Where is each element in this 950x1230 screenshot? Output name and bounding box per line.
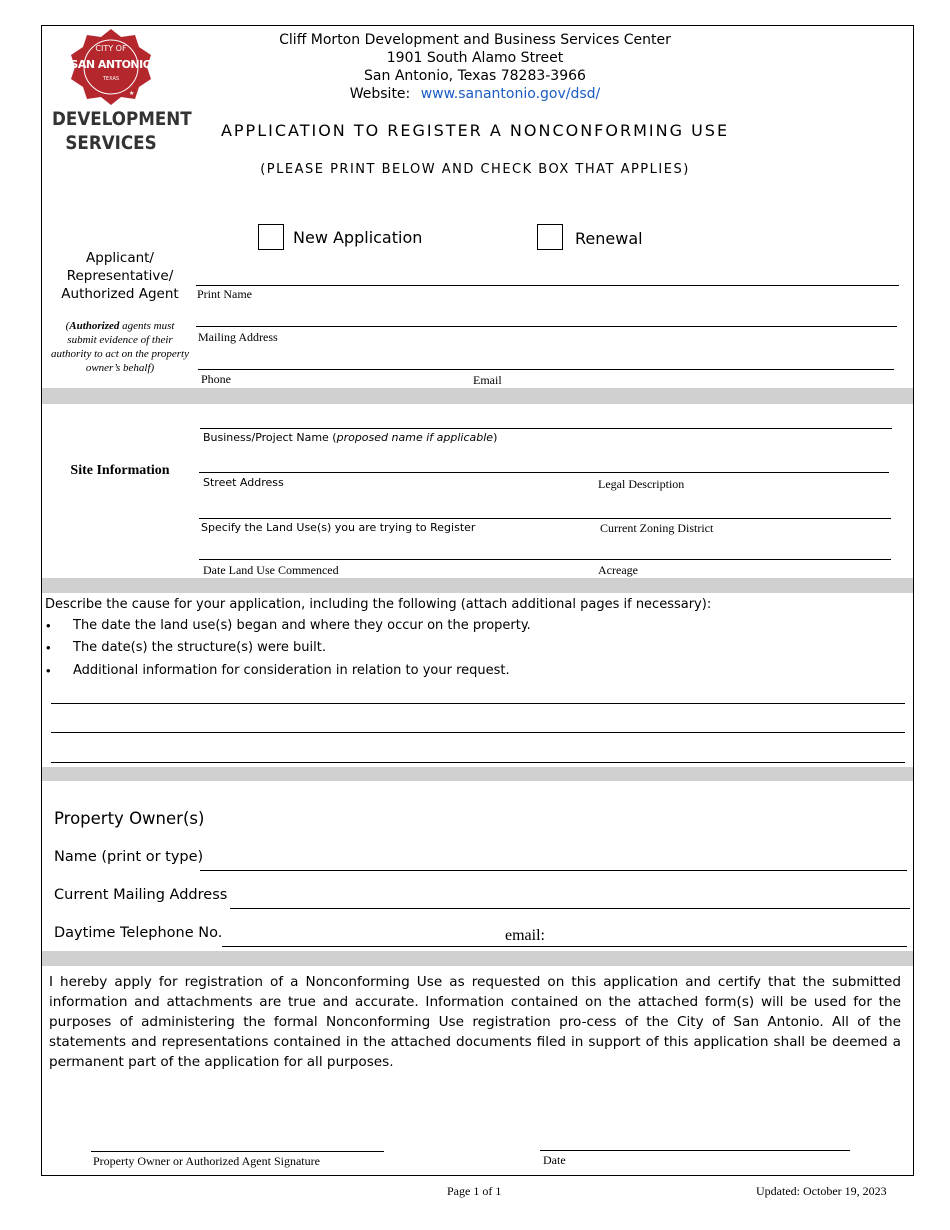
street-legal-line: [199, 472, 889, 473]
applicant-label-line3: Authorized Agent: [61, 286, 179, 302]
dept-name-line2: SERVICES: [65, 132, 157, 154]
date-label: Date: [543, 1153, 566, 1167]
describe-line-2[interactable]: [51, 732, 905, 733]
bullet-2-text: The date(s) the structure(s) were built.: [73, 640, 326, 655]
owner-name-label: Name (print or type): [54, 849, 204, 865]
business-name-line: [200, 428, 892, 429]
section-divider-4: [42, 951, 913, 966]
land-use-line: [199, 518, 891, 519]
seal-top-text: CITY OF: [95, 44, 127, 53]
note-bold-word: Authorized: [69, 320, 120, 332]
print-name-line: [196, 285, 899, 286]
applicant-label-line2: Representative/: [66, 268, 174, 284]
phone-label: Phone: [201, 372, 231, 386]
phone-field[interactable]: [198, 346, 468, 368]
zoning-label: Current Zoning District: [600, 521, 714, 535]
renewal-label: Renewal: [575, 229, 643, 248]
note-open-paren: (: [65, 320, 70, 332]
legal-description-field[interactable]: [594, 449, 889, 471]
business-name-field[interactable]: [200, 405, 892, 427]
street-address-field[interactable]: [199, 449, 589, 471]
land-use-field[interactable]: [199, 495, 589, 517]
print-name-field[interactable]: [196, 262, 899, 284]
property-owner-heading: Property Owner(s): [54, 809, 205, 828]
signature-line: [91, 1151, 384, 1152]
describe-line-1[interactable]: [51, 703, 905, 704]
land-use-label: Specify the Land Use(s) you are trying to Register: [201, 521, 476, 534]
legal-description-label: Legal Description: [598, 477, 685, 491]
seal-bottom-text: TEXAS: [102, 76, 120, 82]
page-number: Page 1 of 1: [447, 1184, 502, 1198]
acreage-label: Acreage: [598, 563, 638, 577]
bullet-2-marker: •: [46, 640, 51, 655]
seal-main-text: SAN ANTONIO: [70, 58, 152, 71]
svg-text:★: ★: [129, 90, 135, 97]
section-divider-3: [42, 767, 913, 781]
bullet-1-text: The date the land use(s) began and where they occur on the property.: [73, 618, 531, 633]
website-label: Website:: [349, 86, 411, 102]
mailing-address-field[interactable]: [196, 303, 897, 325]
renewal-checkbox[interactable]: [537, 224, 563, 250]
owner-phone-field[interactable]: [222, 924, 500, 945]
note-rest: agents must submit evidence of their authority to act on the property owner’s behalf): [51, 320, 189, 374]
site-information-label: Site Information: [70, 463, 170, 478]
owner-email-label: email:: [505, 927, 545, 944]
owner-mailing-field[interactable]: [230, 886, 910, 907]
business-name-label: [203, 431, 497, 444]
describe-intro: Describe the cause for your application, including the following (attach additional pages if necessary):: [45, 597, 712, 612]
owner-name-line: [200, 870, 907, 871]
city-seal-logo: [69, 27, 153, 107]
owner-mailing-line: [230, 908, 910, 909]
date-commenced-field[interactable]: [199, 536, 589, 558]
mailing-address-label: Mailing Address: [198, 330, 278, 344]
business-name-text: Business/Project Name (: [203, 431, 337, 444]
bullet-3-text: Additional information for consideration in relation to your request.: [73, 663, 510, 678]
acreage-field[interactable]: [594, 536, 891, 558]
updated-date: Updated: October 19, 2023: [756, 1184, 887, 1198]
phone-email-line: [198, 369, 894, 370]
applicant-label-line1: Applicant/: [86, 250, 154, 266]
new-application-checkbox[interactable]: [258, 224, 284, 250]
owner-phone-label: Daytime Telephone No.: [54, 925, 223, 941]
date-commenced-label: Date Land Use Commenced: [203, 563, 339, 577]
business-name-italic: proposed name if applicable: [336, 431, 494, 444]
date-line: [540, 1150, 850, 1151]
bullet-3-marker: •: [46, 663, 51, 678]
email-label: Email: [473, 373, 502, 387]
authorized-agent-note: [50, 319, 190, 375]
section-divider-2: [42, 578, 913, 593]
website-line: [230, 85, 720, 103]
form-title: APPLICATION TO REGISTER A NONCONFORMING USE: [220, 121, 730, 140]
date-field[interactable]: [540, 1120, 850, 1149]
business-name-close: ): [493, 431, 498, 444]
describe-line-3[interactable]: [51, 762, 905, 763]
website-link[interactable]: www.sanantonio.gov/dsd/: [420, 86, 601, 102]
email-field[interactable]: [470, 346, 894, 368]
signature-label: Property Owner or Authorized Agent Signature: [93, 1154, 320, 1168]
new-application-label: New Application: [293, 228, 423, 247]
street-address: 1901 South Alamo Street: [386, 50, 564, 66]
print-name-label: Print Name: [197, 287, 252, 301]
signature-field[interactable]: [91, 1120, 384, 1150]
city-address: San Antonio, Texas 78283-3966: [364, 68, 586, 84]
mailing-address-line: [196, 326, 897, 327]
center-name: Cliff Morton Development and Business Services Center: [279, 32, 671, 48]
certification-text: I hereby apply for registration of a Nonconforming Use as requested on this application and certify that the submitted information and attachments are true and accurate. Information contained on the attached form(s) will be used for the purposes of administering the formal Nonconforming Use registration pro-cess of the City of San Antonio. All of the statements and representations contained in the attached documents filed in support of this application shall be deemed a permanent part of the application for all purposes.: [49, 974, 901, 1070]
dept-name-line1: DEVELOPMENT: [52, 108, 192, 130]
owner-name-field[interactable]: [200, 848, 907, 869]
form-subtitle: (PLEASE PRINT BELOW AND CHECK BOX THAT APPLIES): [260, 162, 690, 177]
owner-phone-line: [222, 946, 907, 947]
owner-mailing-label: Current Mailing Address: [54, 887, 228, 903]
section-divider-1: [42, 388, 913, 404]
date-acreage-line: [199, 559, 891, 560]
bullet-1-marker: •: [46, 618, 51, 633]
street-address-label: Street Address: [203, 476, 284, 489]
owner-email-field[interactable]: [552, 924, 907, 945]
zoning-field[interactable]: [594, 495, 891, 517]
